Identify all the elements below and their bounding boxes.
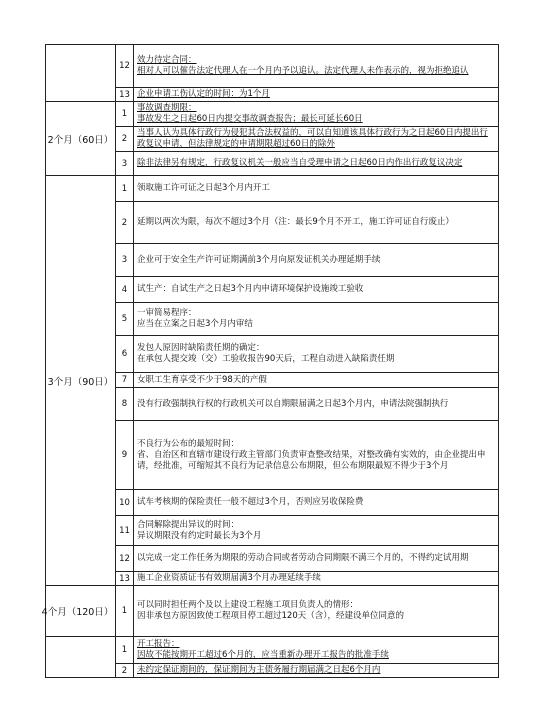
row-text: 延期以两次为限，每次不超过3个月（注：最长9个月不开工，施工许可证自行废止） xyxy=(134,202,499,244)
row-number: 2 xyxy=(116,202,134,244)
table-row xyxy=(46,45,499,88)
row-text xyxy=(134,637,499,664)
row-text: 企业可于安全生产许可证期满前3个月向原发证机关办理延期手续 xyxy=(134,244,499,277)
row-text-line: 效力待定合同： 相对人可以催告法定代理人在一个月内予以追认。法定代理人未作表示的，视为拒绝追认 xyxy=(137,55,469,76)
row-text-line: 开工报告： 因故不能按期开工超过6个月的，应当重新办理开工报告的批准手续 xyxy=(137,639,389,660)
row-number: 2 xyxy=(116,127,134,152)
row-text xyxy=(134,664,499,678)
deadline-table xyxy=(41,44,499,678)
row-text-line: 当事人认为具体行政行为侵犯其合法权益的，可以自知道该具体行政行为之日起60日内提出行政复议申请，但法律规定的申请期限超过60日的除外 xyxy=(137,128,488,149)
row-text: 试车考核期的保险责任一般不超过3个月，否则应另收保险费 xyxy=(134,490,499,516)
row-text-line: 事故调查期限： 事故发生之日起60日内提交事故调查报告；最长可延长60日 xyxy=(137,103,363,124)
table-row xyxy=(46,637,499,664)
row-number: 5 xyxy=(116,303,134,336)
row-number: 1 xyxy=(116,637,134,664)
row-number: 8 xyxy=(116,388,134,421)
period-cell xyxy=(46,45,116,102)
row-text: 发包人原因时缺陷责任期的确定： 在承包人提交竣（交）工验收报告90天后，工程自动进入缺陷责任期 xyxy=(134,336,499,373)
row-number: 3 xyxy=(116,152,134,176)
row-text xyxy=(134,45,499,88)
period-label: 4个月（120日） xyxy=(41,607,114,618)
row-number: 1 xyxy=(116,102,134,127)
row-text: 没有行政强制执行权的行政机关可以自期限届满之日起3个月内，申请法院强制执行 xyxy=(134,388,499,421)
row-text: 领取施工许可证之日起3个月内开工 xyxy=(134,176,499,202)
row-text xyxy=(134,102,499,127)
row-number: 1 xyxy=(116,586,134,637)
row-number: 13 xyxy=(116,88,134,102)
row-text: 不良行为公布的最短时间： 省、自治区和直辖市建设行政主管部门负责审查整改结果，对整改确有实效的，由企业提出申请，经批准，可缩短其不良行为记录信息公布期限，但公布期限最短不得少于3个月 xyxy=(134,421,499,490)
row-number: 13 xyxy=(116,572,134,586)
row-text: 合同解除提出异议的时间： 异议期限没有约定时最长为3个月 xyxy=(134,516,499,546)
period-cell xyxy=(41,586,116,637)
row-text-line: 除非法律另有规定，行政复议机关一般应当自受理申请之日起60日内作出行政复议决定 xyxy=(137,158,463,168)
row-text xyxy=(134,152,499,176)
row-number: 1 xyxy=(116,176,134,202)
row-text-line: 企业申请工伤认定的时间：为1个月 xyxy=(137,89,270,99)
row-text: 以完成一定工作任务为期限的劳动合同或者劳动合同期限不满三个月的，不得约定试用期 xyxy=(134,546,499,572)
row-text: 施工企业资质证书有效期届满3个月办理延续手续 xyxy=(134,572,499,586)
row-text-line: 未约定保证期间的，保证期间为主债务履行期届满之日起6个月内 xyxy=(137,665,381,675)
row-number: 7 xyxy=(116,373,134,388)
table-row xyxy=(46,586,499,637)
table-row xyxy=(46,176,499,202)
row-number: 3 xyxy=(116,244,134,277)
period-cell: 2个月（60日） xyxy=(46,102,116,176)
row-text: 女职工生育享受不少于98天的产假 xyxy=(134,373,499,388)
period-cell: 3个月（90日） xyxy=(46,176,116,586)
row-number: 4 xyxy=(116,277,134,303)
row-number: 11 xyxy=(116,516,134,546)
row-text: 一审简易程序： 应当在立案之日起3个月内审结 xyxy=(134,303,499,336)
row-text xyxy=(134,88,499,102)
row-number: 2 xyxy=(116,664,134,678)
row-number: 12 xyxy=(116,546,134,572)
row-number: 12 xyxy=(116,45,134,88)
row-number: 10 xyxy=(116,490,134,516)
row-text xyxy=(134,127,499,152)
row-text: 试生产：自试生产之日起3个月内申请环境保护设施竣工验收 xyxy=(134,277,499,303)
table-row xyxy=(46,102,499,127)
row-text: 可以同时担任两个及以上建设工程施工项目负责人的情形： 因非承包方原因致使工程项目停工超过120天（含），经建设单位同意的 xyxy=(134,586,499,637)
row-number: 6 xyxy=(116,336,134,373)
row-number: 9 xyxy=(116,421,134,490)
deadline-table-sheet xyxy=(41,44,498,678)
period-cell xyxy=(46,637,116,678)
